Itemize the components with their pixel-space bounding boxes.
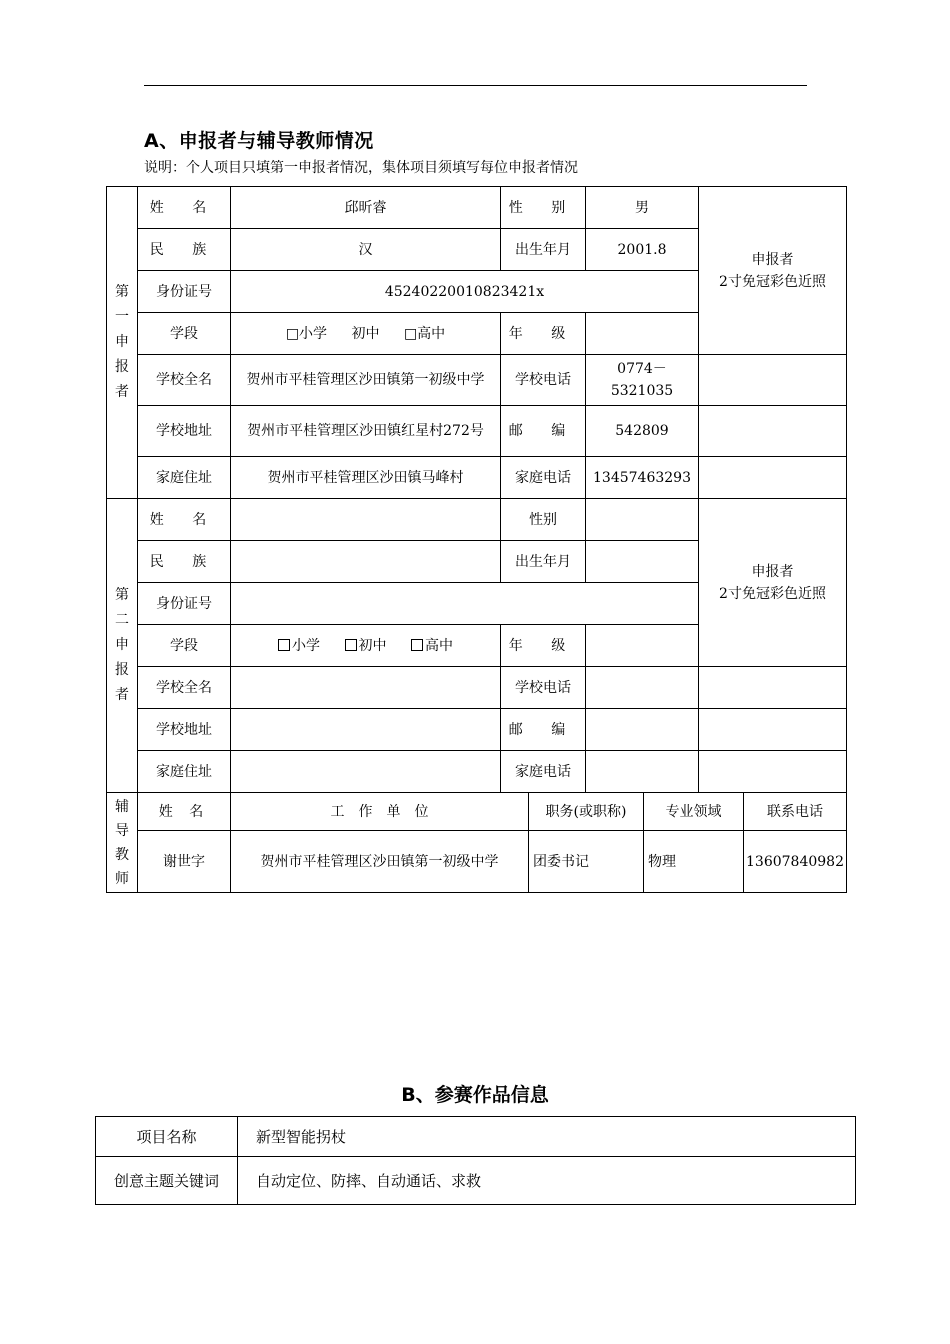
school-phone-label: 学校电话 [501,667,586,709]
school-phone-label: 学校电话 [501,355,586,406]
second-school-address-value[interactable] [231,709,501,751]
first-home-address-value[interactable]: 贺州市平桂管理区沙田镇马峰村 [231,457,501,499]
first-applicant-label: 第 一 申 报 者 [107,187,138,499]
first-photo-box [699,187,847,355]
advisor-phone-value[interactable]: 13607840982 [744,831,847,893]
ethnicity-label: 民 族 [138,229,231,271]
advisor-header-title: 职务(或职称) [529,793,644,831]
name-label: 姓 名 [138,187,231,229]
first-school-phone-value[interactable]: 0774－5321035 [586,355,699,406]
first-extra-cell-2 [699,406,847,457]
second-home-address-value[interactable] [231,751,501,793]
second-applicant-label: 第 二 申 报 者 [107,499,138,793]
grade-label: 年 级 [501,625,586,667]
school-address-label: 学校地址 [138,709,231,751]
second-school-name-value[interactable] [231,667,501,709]
first-id-value[interactable]: 45240220010823421x [231,271,699,313]
second-gender-value[interactable] [586,499,699,541]
advisor-header-name: 姓 名 [138,793,231,831]
second-grade-value[interactable] [586,625,699,667]
advisor-title-value[interactable]: 团委书记 [529,831,644,893]
keywords-label: 创意主题关键词 [96,1157,238,1205]
first-school-address-value[interactable]: 贺州市平桂管理区沙田镇红星村272号 [231,406,501,457]
second-name-value[interactable] [231,499,501,541]
id-label: 身份证号 [138,583,231,625]
school-address-label: 学校地址 [138,406,231,457]
id-label: 身份证号 [138,271,231,313]
stage-label: 学段 [138,625,231,667]
first-postcode-value[interactable]: 542809 [586,406,699,457]
advisor-table [106,792,847,893]
birth-label: 出生年月 [501,541,586,583]
first-home-phone-value[interactable]: 13457463293 [586,457,699,499]
first-extra-cell-1 [699,355,847,406]
first-extra-cell-3 [699,457,847,499]
checkbox-icon[interactable] [345,639,357,651]
advisor-workplace-value[interactable]: 贺州市平桂管理区沙田镇第一初级中学 [231,831,529,893]
instruction-note: 说明：个人项目只填第一申报者情况，集体项目须填写每位申报者情况 [144,160,578,176]
photo-label-2: 2寸免冠彩色近照 [719,273,826,290]
first-stage-options[interactable] [231,313,501,355]
project-info-table [95,1116,856,1205]
school-name-label: 学校全名 [138,667,231,709]
gender-label: 性别 [501,499,586,541]
header-rule [144,85,807,86]
second-photo-box [699,499,847,667]
stage-option-primary[interactable]: 小学 [278,638,320,654]
stage-option-high[interactable]: 高中 [411,638,453,654]
grade-label: 年 级 [501,313,586,355]
second-extra-cell-3 [699,751,847,793]
home-address-label: 家庭住址 [138,751,231,793]
section-b-title: B、参赛作品信息 [401,1084,549,1106]
gender-label: 性 别 [501,187,586,229]
first-birth-value[interactable]: 2001.8 [586,229,699,271]
first-ethnicity-value[interactable]: 汉 [231,229,501,271]
photo-label-1: 申报者 [751,563,794,580]
home-address-label: 家庭住址 [138,457,231,499]
checkbox-icon[interactable] [411,639,423,651]
second-postcode-value[interactable] [586,709,699,751]
applicants-table [106,186,847,793]
postcode-label: 邮 编 [501,406,586,457]
stage-option-high[interactable]: □高中 [403,325,446,342]
advisor-header-workplace: 工 作 单 位 [231,793,529,831]
advisor-header-field: 专业领域 [644,793,744,831]
photo-label-1: 申报者 [751,251,794,268]
checkbox-icon[interactable] [278,639,290,651]
school-name-label: 学校全名 [138,355,231,406]
second-birth-value[interactable] [586,541,699,583]
first-gender-value[interactable]: 男 [586,187,699,229]
photo-label-2: 2寸免冠彩色近照 [719,585,826,602]
second-home-phone-value[interactable] [586,751,699,793]
project-name-label: 项目名称 [96,1117,238,1157]
home-phone-label: 家庭电话 [501,457,586,499]
birth-label: 出生年月 [501,229,586,271]
project-name-value[interactable]: 新型智能拐杖 [238,1117,856,1157]
second-ethnicity-value[interactable] [231,541,501,583]
second-school-phone-value[interactable] [586,667,699,709]
keywords-value[interactable]: 自动定位、防摔、自动通话、求救 [238,1157,856,1205]
stage-option-primary[interactable]: □小学 [285,325,328,342]
ethnicity-label: 民 族 [138,541,231,583]
home-phone-label: 家庭电话 [501,751,586,793]
stage-label: 学段 [138,313,231,355]
second-extra-cell-1 [699,667,847,709]
name-label: 姓 名 [138,499,231,541]
advisor-label: 辅 导 教 师 [107,793,138,893]
section-a-title: A、申报者与辅导教师情况 [144,130,374,152]
advisor-field-value[interactable]: 物理 [644,831,744,893]
second-stage-options[interactable] [231,625,501,667]
postcode-label: 邮 编 [501,709,586,751]
advisor-name-value[interactable]: 谢世字 [138,831,231,893]
stage-option-middle[interactable]: 初中 [345,638,387,654]
first-grade-value[interactable] [586,313,699,355]
second-id-value[interactable] [231,583,699,625]
first-school-name-value[interactable]: 贺州市平桂管理区沙田镇第一初级中学 [231,355,501,406]
stage-option-middle[interactable]: 初中 [351,325,380,342]
first-name-value[interactable]: 邱昕睿 [231,187,501,229]
advisor-header-phone: 联系电话 [744,793,847,831]
second-extra-cell-2 [699,709,847,751]
